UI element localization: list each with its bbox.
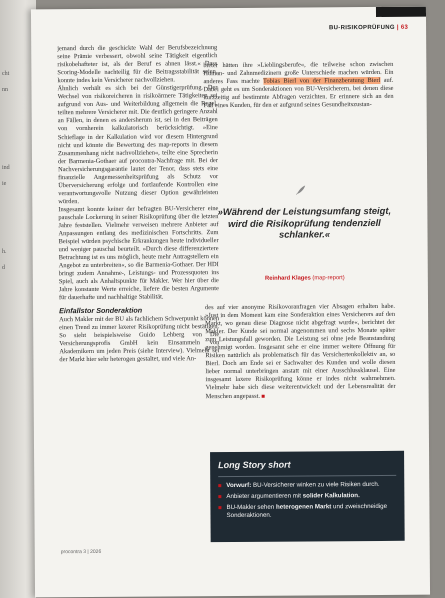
paragraph: Insgesamt konnte keiner der befragten BU-Versicherer eine pauschale Lockerung in seiner Risikoprüfung über die letzten Jahre feststellen. Vielmehr verweisen mehrere Anbieter auf Anpassungen entlang des medizinischen Fortschritts. Zum Beispiel würden psychische Erkrankungen heute individueller und weniger pauschal beurteilt. »Durch diese differenziertere Betrachtung ist es uns möglich, heute mehr Antragstellern ein Angebot zu unterbreiten«, so die Barmenia-Gothaer. Der HDI bringt zudem Annahme-, Leistungs- und Prozessquoten ins Spiel, auch als Anhaltspunkte für Makler. Wer hier über die Jahre konstante Werte erreiche, liefere die besten Argumente für dauerhafte und nachhaltige Stabilität. [58,205,219,302]
paragraph: Ähnlich verhält es sich bei der Günstigerprüfung. Der Wechsel von risikoreicheren in risikoärmere Tätigkeiten sei aufgrund von Aus- und Weiterbildung allgemein die Regel, teilten mehrere Versicherer mit. Die deutlich geringere Anzahl an Fällen, in denen es andersherum ist, sei in den Beiträgen von vornherein kalkulatorisch berücksichtigt. »Eine Schieflage in der Kalkulation wird vor diesem Hintergrund nicht und könnte die Bewertung des map-reports in diesem Zusammenhang nicht nachvollziehen«, teilte eine Sprecherin der Barmenia-Gothaer auf procontra-Nachfrage mit. Bei der Nachversicherungsgarantie lautet der Tenor, dass stets eine finanzielle Angemessenheitsprüfung als Schutz vor Überversicherung erfolge und fortlaufende Kontrollen eine verantwortungsvolle Nutzung dieser Option gewährleisten würden. [57,84,219,206]
prev-page-fragment: ie [2,181,7,187]
highlighted-text: Tobias Bierl von der Finanzberatung Bierl [262,77,381,85]
left-column [57,44,219,364]
summary-box-divider [218,475,396,477]
subheading: Einfallstor Sonderaktion [59,305,143,315]
prev-page-fragment: h. [2,249,7,255]
summary-box [210,451,405,542]
quote-author [215,275,395,282]
summary-list [218,481,398,523]
right-column-bottom [205,303,396,401]
paragraph-text: auf. Dabei geht es um Sonderaktionen von BU-Versicherern, bei denen diese kurzzeitig auf bestimmte Abfragen verzichten. Er erinnere sich an den Fall eines Kunden, für den er aufgrund seines Gesundheitszustan- [203,76,394,110]
paragraph: Auch Makler mit der BU als fachlichem Schwerpunkt können einen Trend zu immer laxerer Risikoprüfung nicht bestätigen. So sieht beispielsweise Guido Lehberg von Die Versicherungsprofis GmbH kein Einsammeln von Akademikern um jeden Preis (siehe Interview). Vielmehr sei der Markt hier sehr heterogen gestaltet, und viele An- [59,314,220,363]
prev-page-fragment: cht [2,71,10,77]
right-column-top [203,61,393,111]
page-top-strip [376,7,426,17]
paragraph-text: bieter hätten ihre »Lieblingsberufe«, die teilweise schon zwischen Human- und Zahnmedizinern große Unterschiede machen würden. Ein anderes Fass machte [203,60,394,86]
summary-item: BU-Makler sehen heterogenen Markt und zweischneidige Sonderaktionen. [218,503,398,520]
end-mark-icon [262,394,265,397]
paragraph: jemand durch die geschickte Wahl der Berufsbezeichnung seine Prämie verbessert, obwohl seine Tätigkeit eigentlich risikobehafteter ist, als der Beruf es ahnen lässt.« Dass Scoring-Modelle nachteilig für die Beitragsstabilität seien, konnte indes kein Versicherer nachvollziehen. [57,44,218,85]
summary-item: Anbieter argumentieren mit solider Kalkulation. [218,492,398,501]
page-header: BU-RISIKOPRÜFUNG | 63 [328,24,409,32]
section-title: BU-RISIKOPRÜFUNG [328,24,395,32]
magazine-page [31,7,430,598]
page-number: 63 [400,24,409,31]
pull-quote: »Während der Leistungsumfang steigt, wird die Risikoprüfung tendenziell schlanker.« [217,204,392,240]
page-footer: procontra 3 | 2026 [60,548,102,556]
feather-icon [295,183,307,199]
quote-author-source: (map-report) [312,275,345,282]
prev-page-fragment: ind [2,165,10,171]
paragraph-text: des auf vier anonyme Risikovoranfragen vier Absagen erhalten habe. »Just in dem Moment kam eine Sonderaktion eines Versicherers auf den Markt, wo genau diese Diagnose nicht abgefragt wurde«, berichtet der Makler. Der Kunde sei normal angenommen und sechs Monate später zum Leistungsfall geworden. Die Leistung sei ohne jede Beanstandung genehmigt worden. Insgesamt sehe er eine immer weitere Öffnung für Risiken natürlich als problematisch für das Versichertenkollektiv an, so Bierl. Doch am Ende sei er Sachwalter des Kunden und wolle diesen lieber normal unterbringen anstatt mit einer Ausschlussklausel. Eine insgesamt laxere Risikoprüfung könne er indes nicht wahrnehmen. Vielmehr habe sich diese weiterentwickelt und der Lebensrealität der Menschen angepasst. [205,302,396,400]
prev-page-fragment: nn [2,87,8,93]
quote-author-name: Reinhard Klages [265,275,311,282]
prev-page-fragment: d [2,265,5,271]
summary-item: Vorwurf: BU-Versicherer winken zu viele Risiken durch. [218,481,398,490]
summary-box-title: Long Story short [218,459,291,471]
